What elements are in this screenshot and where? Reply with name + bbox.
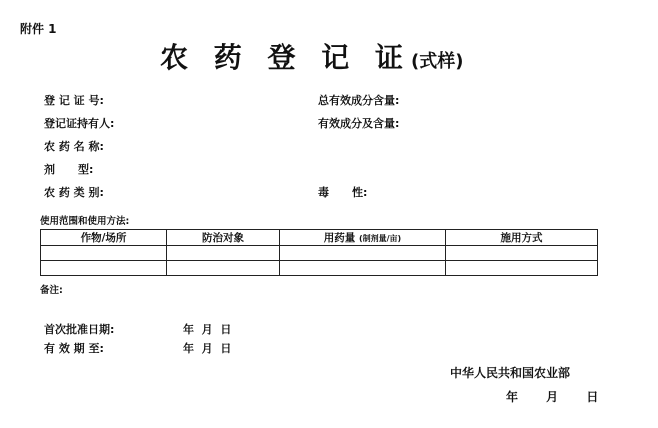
table-cell xyxy=(41,261,167,276)
table-cell xyxy=(167,261,280,276)
issuer-name: 中华人民共和国农业部 xyxy=(450,366,571,380)
col-dosage xyxy=(280,230,446,246)
col-target: 防治对象 xyxy=(167,230,280,246)
valid-until-value: 年 月 日 xyxy=(183,342,232,355)
field-pesticide-name: 农 药 名 称: xyxy=(44,140,104,153)
field-holder: 登记证持有人: xyxy=(44,117,115,130)
table-cell xyxy=(167,246,280,261)
usage-table xyxy=(40,229,598,276)
table-header-row xyxy=(41,230,598,246)
title-suffix: (式样) xyxy=(411,51,464,72)
col-crop: 作物/场所 xyxy=(41,230,167,246)
field-active-ingredients: 有效成分及含量: xyxy=(318,117,400,130)
usage-label: 使用范围和使用方法: xyxy=(40,216,130,227)
table-row xyxy=(41,261,598,276)
field-category: 农 药 类 别: xyxy=(44,186,104,199)
col-method: 施用方式 xyxy=(446,230,598,246)
table-cell xyxy=(280,261,446,276)
remark-label: 备注: xyxy=(40,285,63,296)
first-approval-label: 首次批准日期: xyxy=(44,323,115,336)
field-formulation: 剂 型: xyxy=(44,163,94,176)
title-text: 农 药 登 记 证 xyxy=(160,41,411,74)
table-cell xyxy=(41,246,167,261)
attachment-label: 附件 1 xyxy=(20,22,57,36)
issue-date: 年 月 日 xyxy=(506,390,611,404)
table-row xyxy=(41,246,598,261)
table-cell xyxy=(280,246,446,261)
valid-until-label: 有 效 期 至: xyxy=(44,342,104,355)
first-approval-value: 年 月 日 xyxy=(183,323,232,336)
table-cell xyxy=(446,261,598,276)
page-title xyxy=(160,36,463,76)
table-cell xyxy=(446,246,598,261)
field-registration-number: 登 记 证 号: xyxy=(44,94,104,107)
col-dosage-unit: (制剂量/亩) xyxy=(358,234,402,243)
field-total-content: 总有效成分含量: xyxy=(318,94,400,107)
field-toxicity: 毒 性: xyxy=(318,186,368,199)
col-dosage-label: 用药量 xyxy=(323,232,356,244)
